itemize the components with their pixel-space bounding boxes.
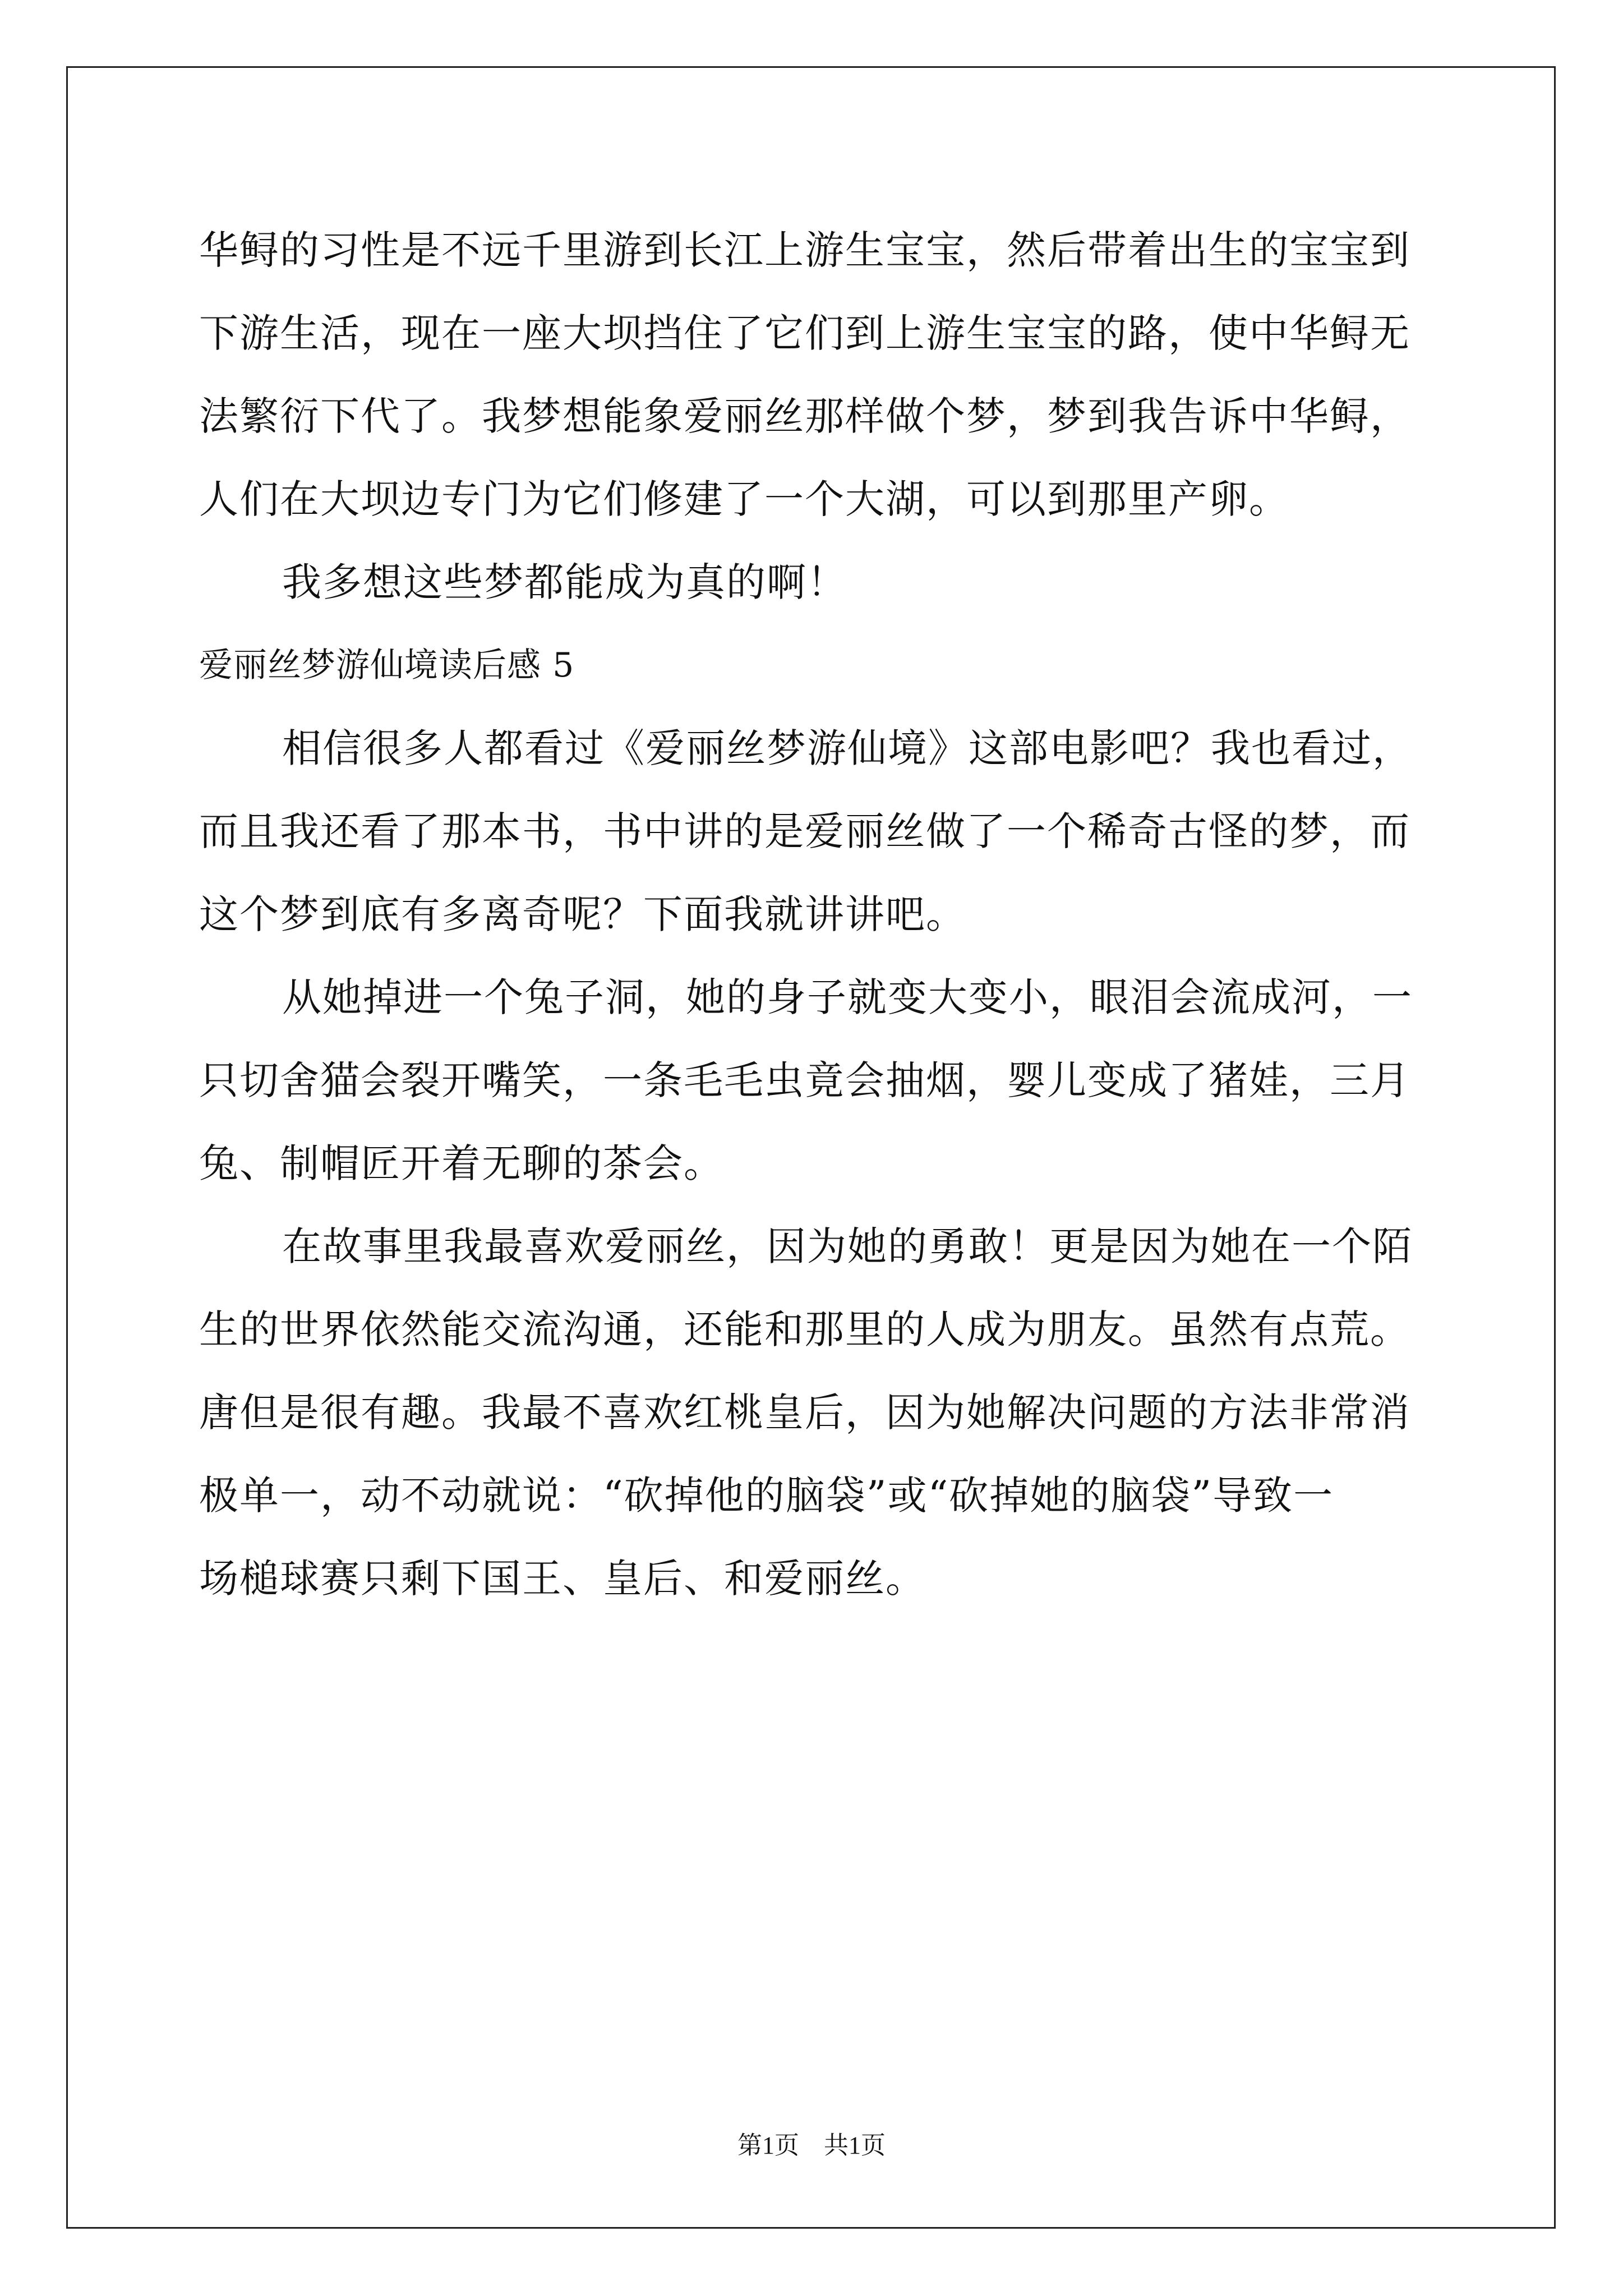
text-line: 人们在大坝边专门为它们修建了一个大湖，可以到那里产卵。 xyxy=(199,476,1289,522)
text-line: 只切舍猫会裂开嘴笑，一条毛毛虫竟会抽烟，婴儿变成了猪娃，三月 xyxy=(199,1057,1410,1103)
text-line: 极单一，动不动就说：“砍掉他的脑袋”或“砍掉她的脑袋”导致一 xyxy=(199,1473,1334,1519)
text-line: 场槌球赛只剩下国王、皇后、和爱丽丝。 xyxy=(199,1556,926,1602)
text-line: 唐但是很有趣。我最不喜欢红桃皇后，因为她解决问题的方法非常消 xyxy=(199,1389,1410,1435)
text-line: 我多想这些梦都能成为真的啊！ xyxy=(282,559,847,605)
text-line: 这个梦到底有多离奇呢？下面我就讲讲吧。 xyxy=(199,891,966,937)
section-heading: 爱丽丝梦游仙境读后感 5 xyxy=(199,646,575,685)
text-line: 从她掉进一个兔子洞，她的身子就变大变小，眼泪会流成河，一 xyxy=(282,974,1413,1020)
text-line: 而且我还看了那本书，书中讲的是爱丽丝做了一个稀奇古怪的梦，而 xyxy=(199,808,1410,854)
text-line: 兔、制帽匠开着无聊的茶会。 xyxy=(199,1140,724,1186)
page-footer: 第1页 共1页 xyxy=(737,2132,886,2159)
document-body xyxy=(199,209,1436,1620)
text-line: 相信很多人都看过《爱丽丝梦游仙境》这部电影吧？我也看过， xyxy=(282,725,1413,771)
text-line: 下游生活，现在一座大坝挡住了它们到上游生宝宝的路，使中华鲟无 xyxy=(199,310,1410,356)
text-line: 华鲟的习性是不远千里游到长江上游生宝宝，然后带着出生的宝宝到 xyxy=(199,227,1410,273)
text-line: 生的世界依然能交流沟通，还能和那里的人成为朋友。虽然有点荒。 xyxy=(199,1306,1410,1352)
text-line: 法繁衍下代了。我梦想能象爱丽丝那样做个梦，梦到我告诉中华鲟， xyxy=(199,393,1410,439)
text-line: 在故事里我最喜欢爱丽丝，因为她的勇敢！更是因为她在一个陌 xyxy=(282,1223,1413,1269)
